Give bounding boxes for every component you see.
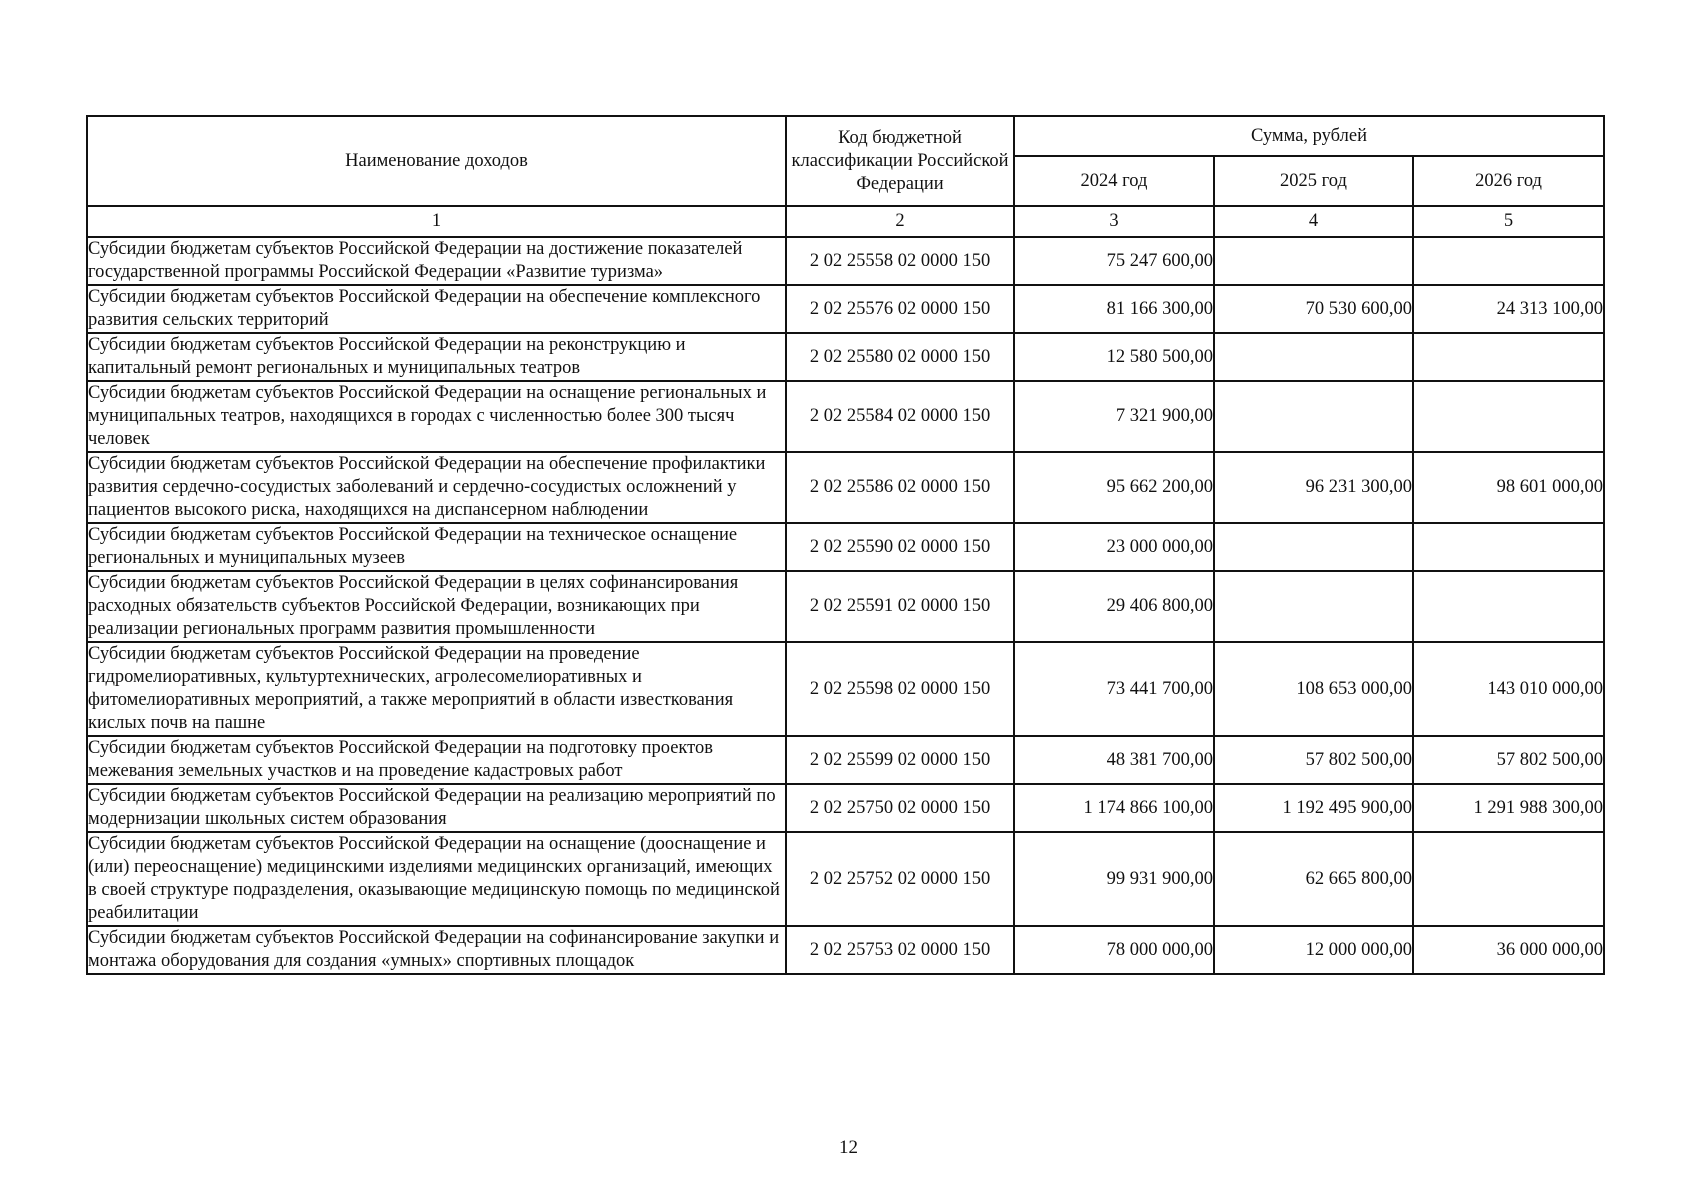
income-name: Субсидии бюджетам субъектов Российской Федерации на достижение показателей государственной программы Российской Федерации «Развитие туризма»	[87, 237, 786, 285]
amount-2025: 57 802 500,00	[1214, 736, 1413, 784]
amount-2026: 24 313 100,00	[1413, 285, 1604, 333]
income-name: Субсидии бюджетам субъектов Российской Федерации на оснащение региональных и муниципальных театров, находящихся в городах с численностью более 300 тысяч человек	[87, 381, 786, 452]
amount-2025: 96 231 300,00	[1214, 452, 1413, 523]
table-row	[87, 452, 1604, 523]
amount-2025	[1214, 523, 1413, 571]
amount-2026: 143 010 000,00	[1413, 642, 1604, 736]
table-row	[87, 523, 1604, 571]
income-name: Субсидии бюджетам субъектов Российской Федерации на реконструкцию и капитальный ремонт региональных и муниципальных театров	[87, 333, 786, 381]
amount-2024: 95 662 200,00	[1014, 452, 1214, 523]
page-number: 12	[839, 1137, 858, 1158]
amount-2026	[1413, 333, 1604, 381]
table-row	[87, 285, 1604, 333]
amount-2025: 70 530 600,00	[1214, 285, 1413, 333]
header-year-2024: 2024 год	[1014, 156, 1214, 206]
amount-2025	[1214, 381, 1413, 452]
budget-code: 2 02 25584 02 0000 150	[786, 381, 1014, 452]
header-income-name: Наименование доходов	[87, 116, 786, 206]
table-row	[87, 571, 1604, 642]
amount-2024: 12 580 500,00	[1014, 333, 1214, 381]
budget-code: 2 02 25599 02 0000 150	[786, 736, 1014, 784]
income-name: Субсидии бюджетам субъектов Российской Федерации на подготовку проектов межевания земельных участков и на проведение кадастровых работ	[87, 736, 786, 784]
income-name: Субсидии бюджетам субъектов Российской Федерации в целях софинансирования расходных обязательств субъектов Российской Федерации, возникающих при реализации региональных программ развития промышленности	[87, 571, 786, 642]
budget-code: 2 02 25750 02 0000 150	[786, 784, 1014, 832]
amount-2025: 62 665 800,00	[1214, 832, 1413, 926]
amount-2026: 98 601 000,00	[1413, 452, 1604, 523]
amount-2026: 1 291 988 300,00	[1413, 784, 1604, 832]
amount-2026	[1413, 237, 1604, 285]
amount-2026: 57 802 500,00	[1413, 736, 1604, 784]
table-row	[87, 784, 1604, 832]
amount-2025	[1214, 571, 1413, 642]
table-row	[87, 642, 1604, 736]
income-name: Субсидии бюджетам субъектов Российской Федерации на проведение гидромелиоративных, культуртехнических, агролесомелиоративных и фитомелиоративных мероприятий, а также мероприятий в области известкования кислых почв на пашне	[87, 642, 786, 736]
table-row	[87, 832, 1604, 926]
amount-2025	[1214, 333, 1413, 381]
amount-2024: 7 321 900,00	[1014, 381, 1214, 452]
column-number: 3	[1014, 206, 1214, 237]
amount-2024: 78 000 000,00	[1014, 926, 1214, 974]
budget-code: 2 02 25598 02 0000 150	[786, 642, 1014, 736]
budget-code: 2 02 25576 02 0000 150	[786, 285, 1014, 333]
header-sum: Сумма, рублей	[1014, 116, 1604, 156]
income-name: Субсидии бюджетам субъектов Российской Федерации на техническое оснащение региональных и муниципальных музеев	[87, 523, 786, 571]
amount-2024: 48 381 700,00	[1014, 736, 1214, 784]
amount-2024: 23 000 000,00	[1014, 523, 1214, 571]
header-year-2026: 2026 год	[1413, 156, 1604, 206]
income-name: Субсидии бюджетам субъектов Российской Федерации на софинансирование закупки и монтажа оборудования для создания «умных» спортивных площадок	[87, 926, 786, 974]
column-number: 2	[786, 206, 1014, 237]
table-row	[87, 736, 1604, 784]
amount-2026	[1413, 832, 1604, 926]
budget-code: 2 02 25591 02 0000 150	[786, 571, 1014, 642]
amount-2026	[1413, 381, 1604, 452]
amount-2025: 1 192 495 900,00	[1214, 784, 1413, 832]
income-name: Субсидии бюджетам субъектов Российской Федерации на обеспечение комплексного развития сельских территорий	[87, 285, 786, 333]
budget-code: 2 02 25580 02 0000 150	[786, 333, 1014, 381]
table-row	[87, 333, 1604, 381]
budget-code: 2 02 25590 02 0000 150	[786, 523, 1014, 571]
table-row	[87, 926, 1604, 974]
amount-2024: 75 247 600,00	[1014, 237, 1214, 285]
column-number: 4	[1214, 206, 1413, 237]
amount-2024: 1 174 866 100,00	[1014, 784, 1214, 832]
budget-code: 2 02 25752 02 0000 150	[786, 832, 1014, 926]
amount-2025	[1214, 237, 1413, 285]
budget-code: 2 02 25586 02 0000 150	[786, 452, 1014, 523]
column-number: 5	[1413, 206, 1604, 237]
amount-2025: 108 653 000,00	[1214, 642, 1413, 736]
budget-code: 2 02 25558 02 0000 150	[786, 237, 1014, 285]
income-name: Субсидии бюджетам субъектов Российской Федерации на реализацию мероприятий по модернизации школьных систем образования	[87, 784, 786, 832]
column-number-row	[87, 206, 1604, 237]
header-year-2025: 2025 год	[1214, 156, 1413, 206]
amount-2024: 73 441 700,00	[1014, 642, 1214, 736]
amount-2026: 36 000 000,00	[1413, 926, 1604, 974]
revenue-table	[86, 115, 1605, 975]
budget-code: 2 02 25753 02 0000 150	[786, 926, 1014, 974]
document-page	[86, 115, 1603, 975]
column-number: 1	[87, 206, 786, 237]
amount-2026	[1413, 571, 1604, 642]
table-row	[87, 237, 1604, 285]
amount-2026	[1413, 523, 1604, 571]
amount-2024: 99 931 900,00	[1014, 832, 1214, 926]
amount-2024: 29 406 800,00	[1014, 571, 1214, 642]
header-budget-code: Код бюджетной классификации Российской Федерации	[786, 116, 1014, 206]
table-row	[87, 381, 1604, 452]
amount-2024: 81 166 300,00	[1014, 285, 1214, 333]
income-name: Субсидии бюджетам субъектов Российской Федерации на оснащение (дооснащение и (или) переоснащение) медицинскими изделиями медицинских организаций, имеющих в своей структуре подразделения, оказывающие медицинскую помощь по медицинской реабилитации	[87, 832, 786, 926]
amount-2025: 12 000 000,00	[1214, 926, 1413, 974]
income-name: Субсидии бюджетам субъектов Российской Федерации на обеспечение профилактики развития сердечно-сосудистых заболеваний и сердечно-сосудистых осложнений у пациентов высокого риска, находящихся на диспансерном наблюдении	[87, 452, 786, 523]
